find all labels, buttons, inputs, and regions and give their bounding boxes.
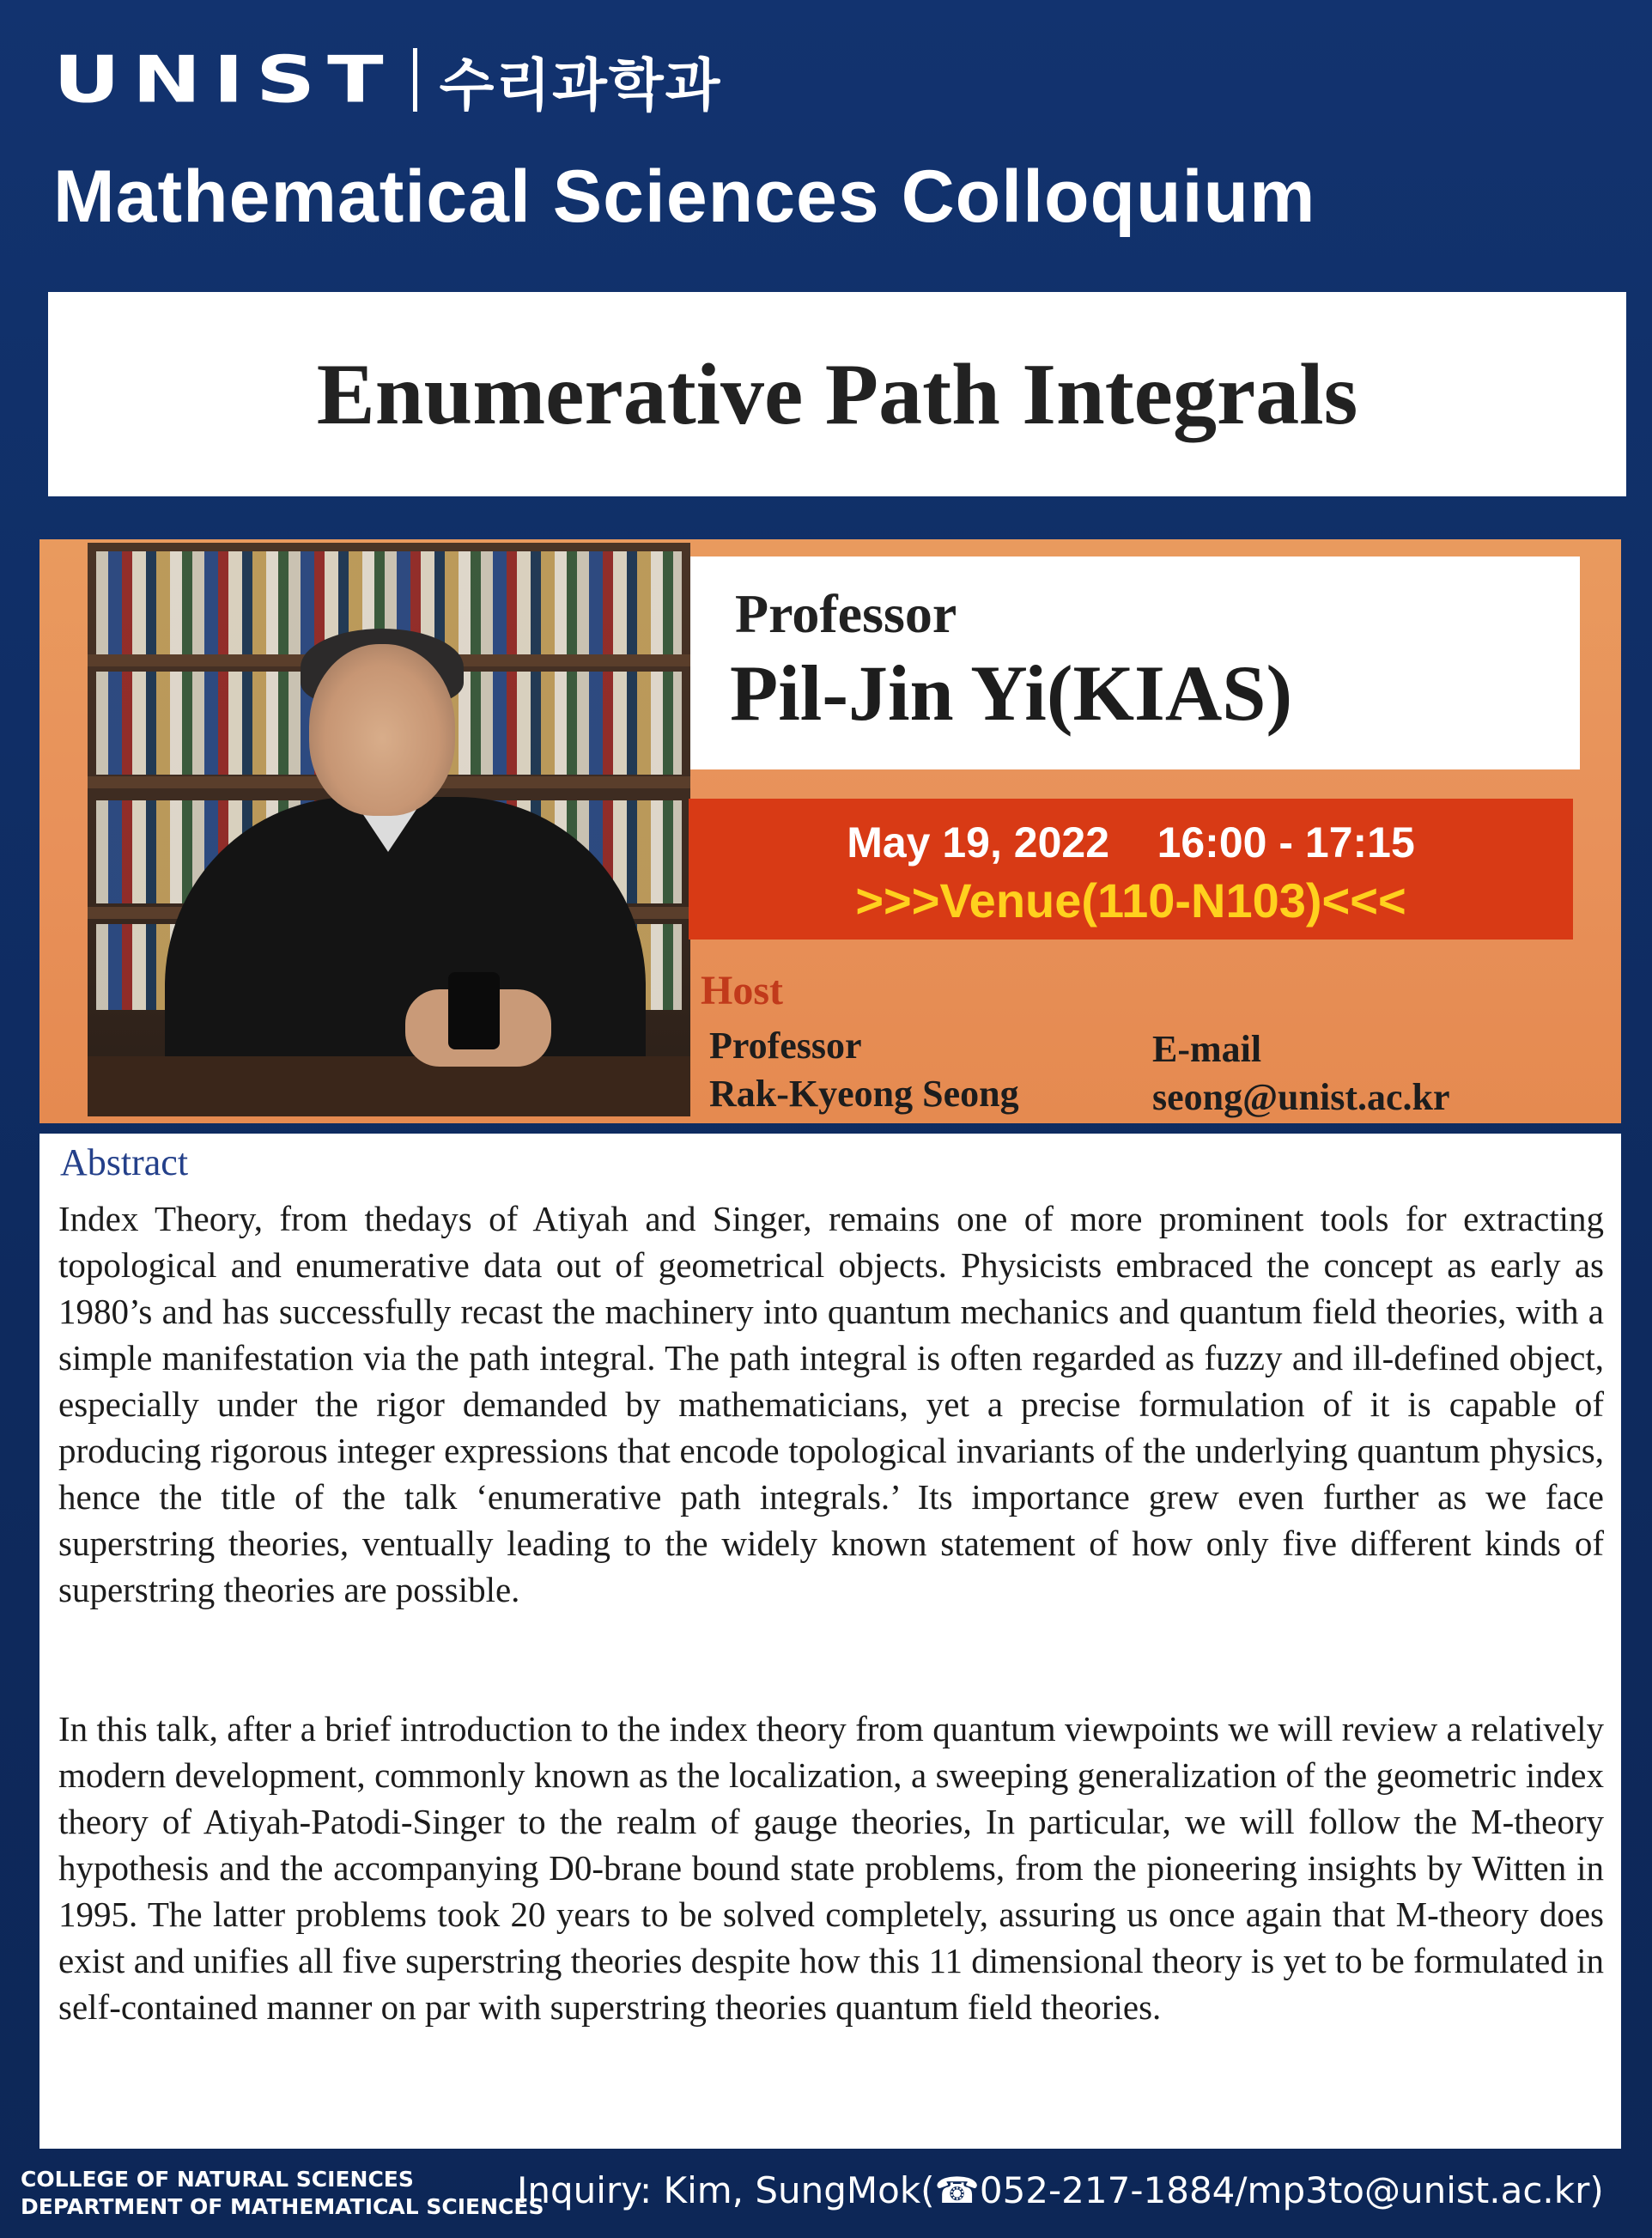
footer-college: COLLEGE OF NATURAL SCIENCES	[21, 2167, 414, 2192]
abstract-paragraph-2: In this talk, after a brief introduction to the index theory from quantum viewpoints we will review a relatively modern development, commonly known as the localization, a sweeping generalization of the geometric index theory of Atiyah-Patodi-Singer to the realm of gauge theories, In particular, we will follow the M-theory hypothesis and the accompanying D0-brane bound state problems, from the pioneering insights by Witten in 1995. The latter problems took 20 years to be solved completely, assuring us once again that M-theory does exist and unifies all five superstring theories despite how this 11 dimensional theory is yet to be formulated in self-contained manner on par with superstring theories quantum field theories.	[58, 1709, 1604, 2027]
abstract-box	[39, 1134, 1621, 2149]
speaker-photo	[88, 543, 690, 1116]
schedule-box	[689, 799, 1573, 940]
talk-title: Enumerative Path Integrals	[316, 345, 1358, 443]
host-contact	[1152, 1025, 1450, 1122]
footer-department: DEPARTMENT OF MATHEMATICAL SCIENCES	[21, 2194, 544, 2219]
speaker-box	[690, 556, 1580, 769]
host-info	[709, 1022, 1019, 1118]
date-time: May 19, 2022 16:00 - 17:15	[847, 818, 1415, 867]
speaker-band	[39, 539, 1621, 1123]
speaker-title: Professor	[735, 583, 957, 644]
host-title: Professor	[709, 1025, 862, 1067]
host-label: Host	[701, 968, 783, 1013]
venue: >>>Venue(110-N103)<<<	[855, 873, 1406, 927]
speaker-name: Pil-Jin Yi(KIAS)	[730, 649, 1293, 737]
logo-divider	[413, 48, 417, 112]
footer-inquiry[interactable]: Inquiry: Kim, SungMok(☎052-217-1884/mp3to@unist.ac.kr)	[517, 2169, 1604, 2211]
desk	[88, 1056, 690, 1116]
host-email-label: E-mail	[1152, 1028, 1262, 1070]
series-title: Mathematical Sciences Colloquium	[53, 155, 1316, 238]
header-logo-row	[53, 41, 721, 119]
abstract-label: Abstract	[60, 1141, 189, 1183]
speaker-face	[309, 644, 455, 816]
host-email[interactable]: seong@unist.ac.kr	[1152, 1076, 1450, 1118]
department-name-kr: 수리과학과	[439, 52, 722, 119]
footer-affiliation	[21, 2166, 544, 2221]
talk-title-box	[48, 292, 1626, 496]
mug	[448, 972, 500, 1049]
host-name: Rak-Kyeong Seong	[709, 1073, 1019, 1115]
abstract-paragraph-1: Index Theory, from thedays of Atiyah and Singer, remains one of more prominent tools for extracting topological and enumerative data out of geometrical objects. Physicists embraced the concept as early as 1980’s and has successfully recast the machinery into quantum mechanics and quantum field theories, with a simple manifestation via the path integral. The path integral is often regarded as fuzzy and ill-defined object, especially under the rigor demanded by mathematicians, yet a precise formulation of it is capable of producing rigorous integer expressions that encode topological invariants of the underlying quantum physics, hence the title of the talk ‘enumerative path integrals.’ Its importance grew even further as we face superstring theories, ventually leading to the widely known statement of how only five different kinds of superstring theories are possible.	[58, 1199, 1604, 1609]
unist-logo: UNIST	[53, 42, 396, 118]
